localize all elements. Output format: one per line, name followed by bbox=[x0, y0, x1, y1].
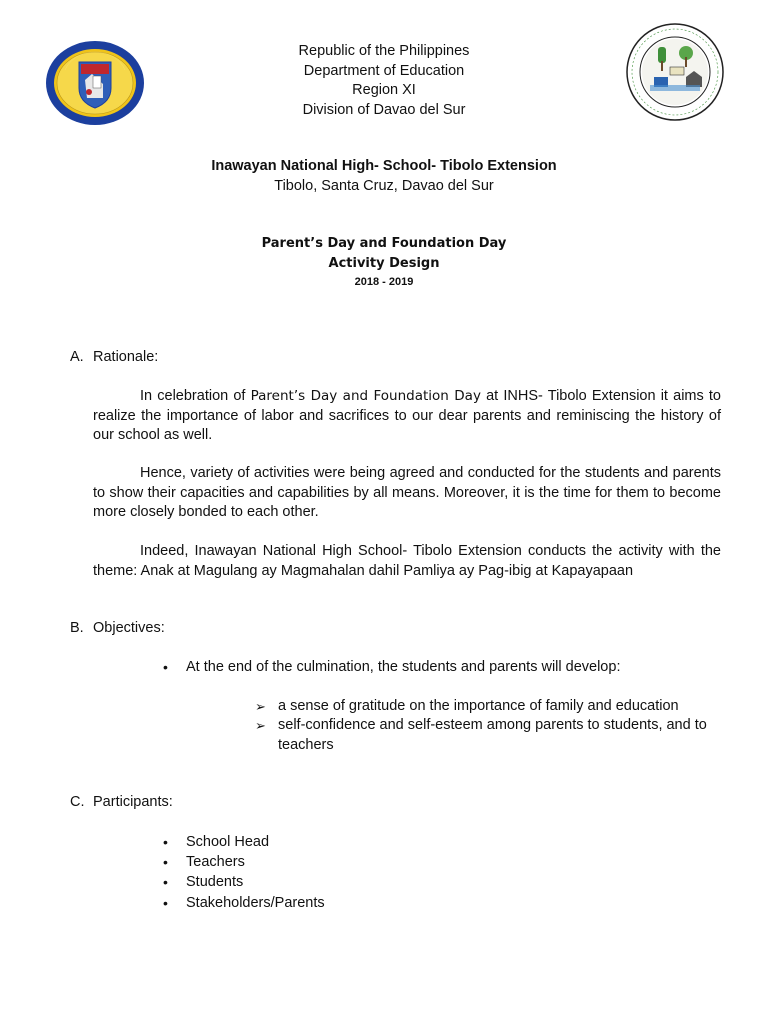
participant-text: Students bbox=[186, 874, 244, 890]
school-address: Tibolo, Santa Cruz, Davao del Sur bbox=[274, 177, 494, 194]
participant-item bbox=[163, 833, 486, 853]
participant-item bbox=[163, 894, 486, 914]
section-b-heading bbox=[70, 619, 165, 639]
region-line: Region XI bbox=[352, 82, 416, 98]
section-a-title: Rationale: bbox=[93, 349, 159, 365]
bullet-dot: • bbox=[163, 895, 168, 911]
department-line: Department of Education bbox=[303, 62, 465, 79]
bullet-dot: • bbox=[163, 874, 168, 890]
section-c-heading bbox=[70, 793, 173, 813]
section-c-letter: C. bbox=[70, 794, 85, 810]
objective-item-1-text: a sense of gratitude on the importance of family and education bbox=[278, 698, 679, 714]
section-a-heading bbox=[70, 348, 158, 368]
document-title bbox=[134, 234, 634, 290]
p1-text-end: at INHS- Tibolo Extension it aims to realize the importance of labor and sacrifices to our dear parents and reminiscing the history of our school as well. bbox=[93, 388, 721, 443]
participant-text: School Head bbox=[186, 834, 270, 850]
participant-text: Teachers bbox=[186, 854, 245, 870]
title-line-2: Activity Design bbox=[328, 256, 440, 271]
participant-item bbox=[163, 853, 486, 873]
school-name: Inawayan National High- School- Tibolo Extension bbox=[211, 158, 557, 174]
bullet-dot: • bbox=[163, 854, 168, 870]
bullet-dot: • bbox=[163, 834, 168, 850]
objectives-bullet-text: At the end of the culmination, the students and parents will develop: bbox=[186, 659, 621, 675]
section-b-letter: B. bbox=[70, 620, 84, 636]
p2-text: Hence, variety of activities were being agreed and conducted for the students and parents to show their capacities and capabilities by all means. Moreover, it is the time for them to become more closely bonded to each other. bbox=[93, 465, 721, 520]
arrow-bullet-icon: ➢ bbox=[255, 718, 266, 733]
republic-line: Republic of the Philippines bbox=[298, 43, 470, 59]
participant-item bbox=[163, 873, 486, 893]
p3-text: Indeed, Inawayan National High School- Tibolo Extension conducts the activity with the theme: Anak at Magulang ay Magmahalan dahil Pamliya ay Pag-ibig at Kapayapaan bbox=[93, 543, 721, 579]
rationale-paragraph-1 bbox=[93, 387, 721, 446]
objective-item-1 bbox=[255, 697, 728, 717]
section-a-letter: A. bbox=[70, 349, 84, 365]
letterhead bbox=[184, 42, 584, 120]
bullet-dot: • bbox=[163, 659, 168, 675]
arrow-bullet-icon: ➢ bbox=[255, 699, 266, 714]
school-block bbox=[134, 157, 634, 196]
division-line: Division of Davao del Sur bbox=[302, 101, 466, 118]
rationale-paragraph-3 bbox=[93, 542, 721, 581]
deped-seal-logo bbox=[45, 40, 145, 126]
school-seal-logo bbox=[626, 23, 724, 121]
p1-highlight: Parent’s Day and Foundation Day bbox=[250, 388, 481, 404]
objective-item-2-text: self-confidence and self-esteem among parents to students, and to teachers bbox=[278, 717, 707, 753]
section-c-title: Participants: bbox=[93, 794, 173, 810]
title-line-1: Parent’s Day and Foundation Day bbox=[261, 236, 507, 251]
section-b-title: Objectives: bbox=[93, 620, 165, 636]
participant-text: Stakeholders/Parents bbox=[186, 895, 325, 911]
p1-text-start: In celebration of bbox=[140, 388, 251, 404]
rationale-paragraph-2 bbox=[93, 464, 721, 523]
objectives-bullet bbox=[163, 658, 726, 678]
objective-item-2 bbox=[255, 716, 728, 755]
school-year: 2018 - 2019 bbox=[354, 276, 414, 288]
